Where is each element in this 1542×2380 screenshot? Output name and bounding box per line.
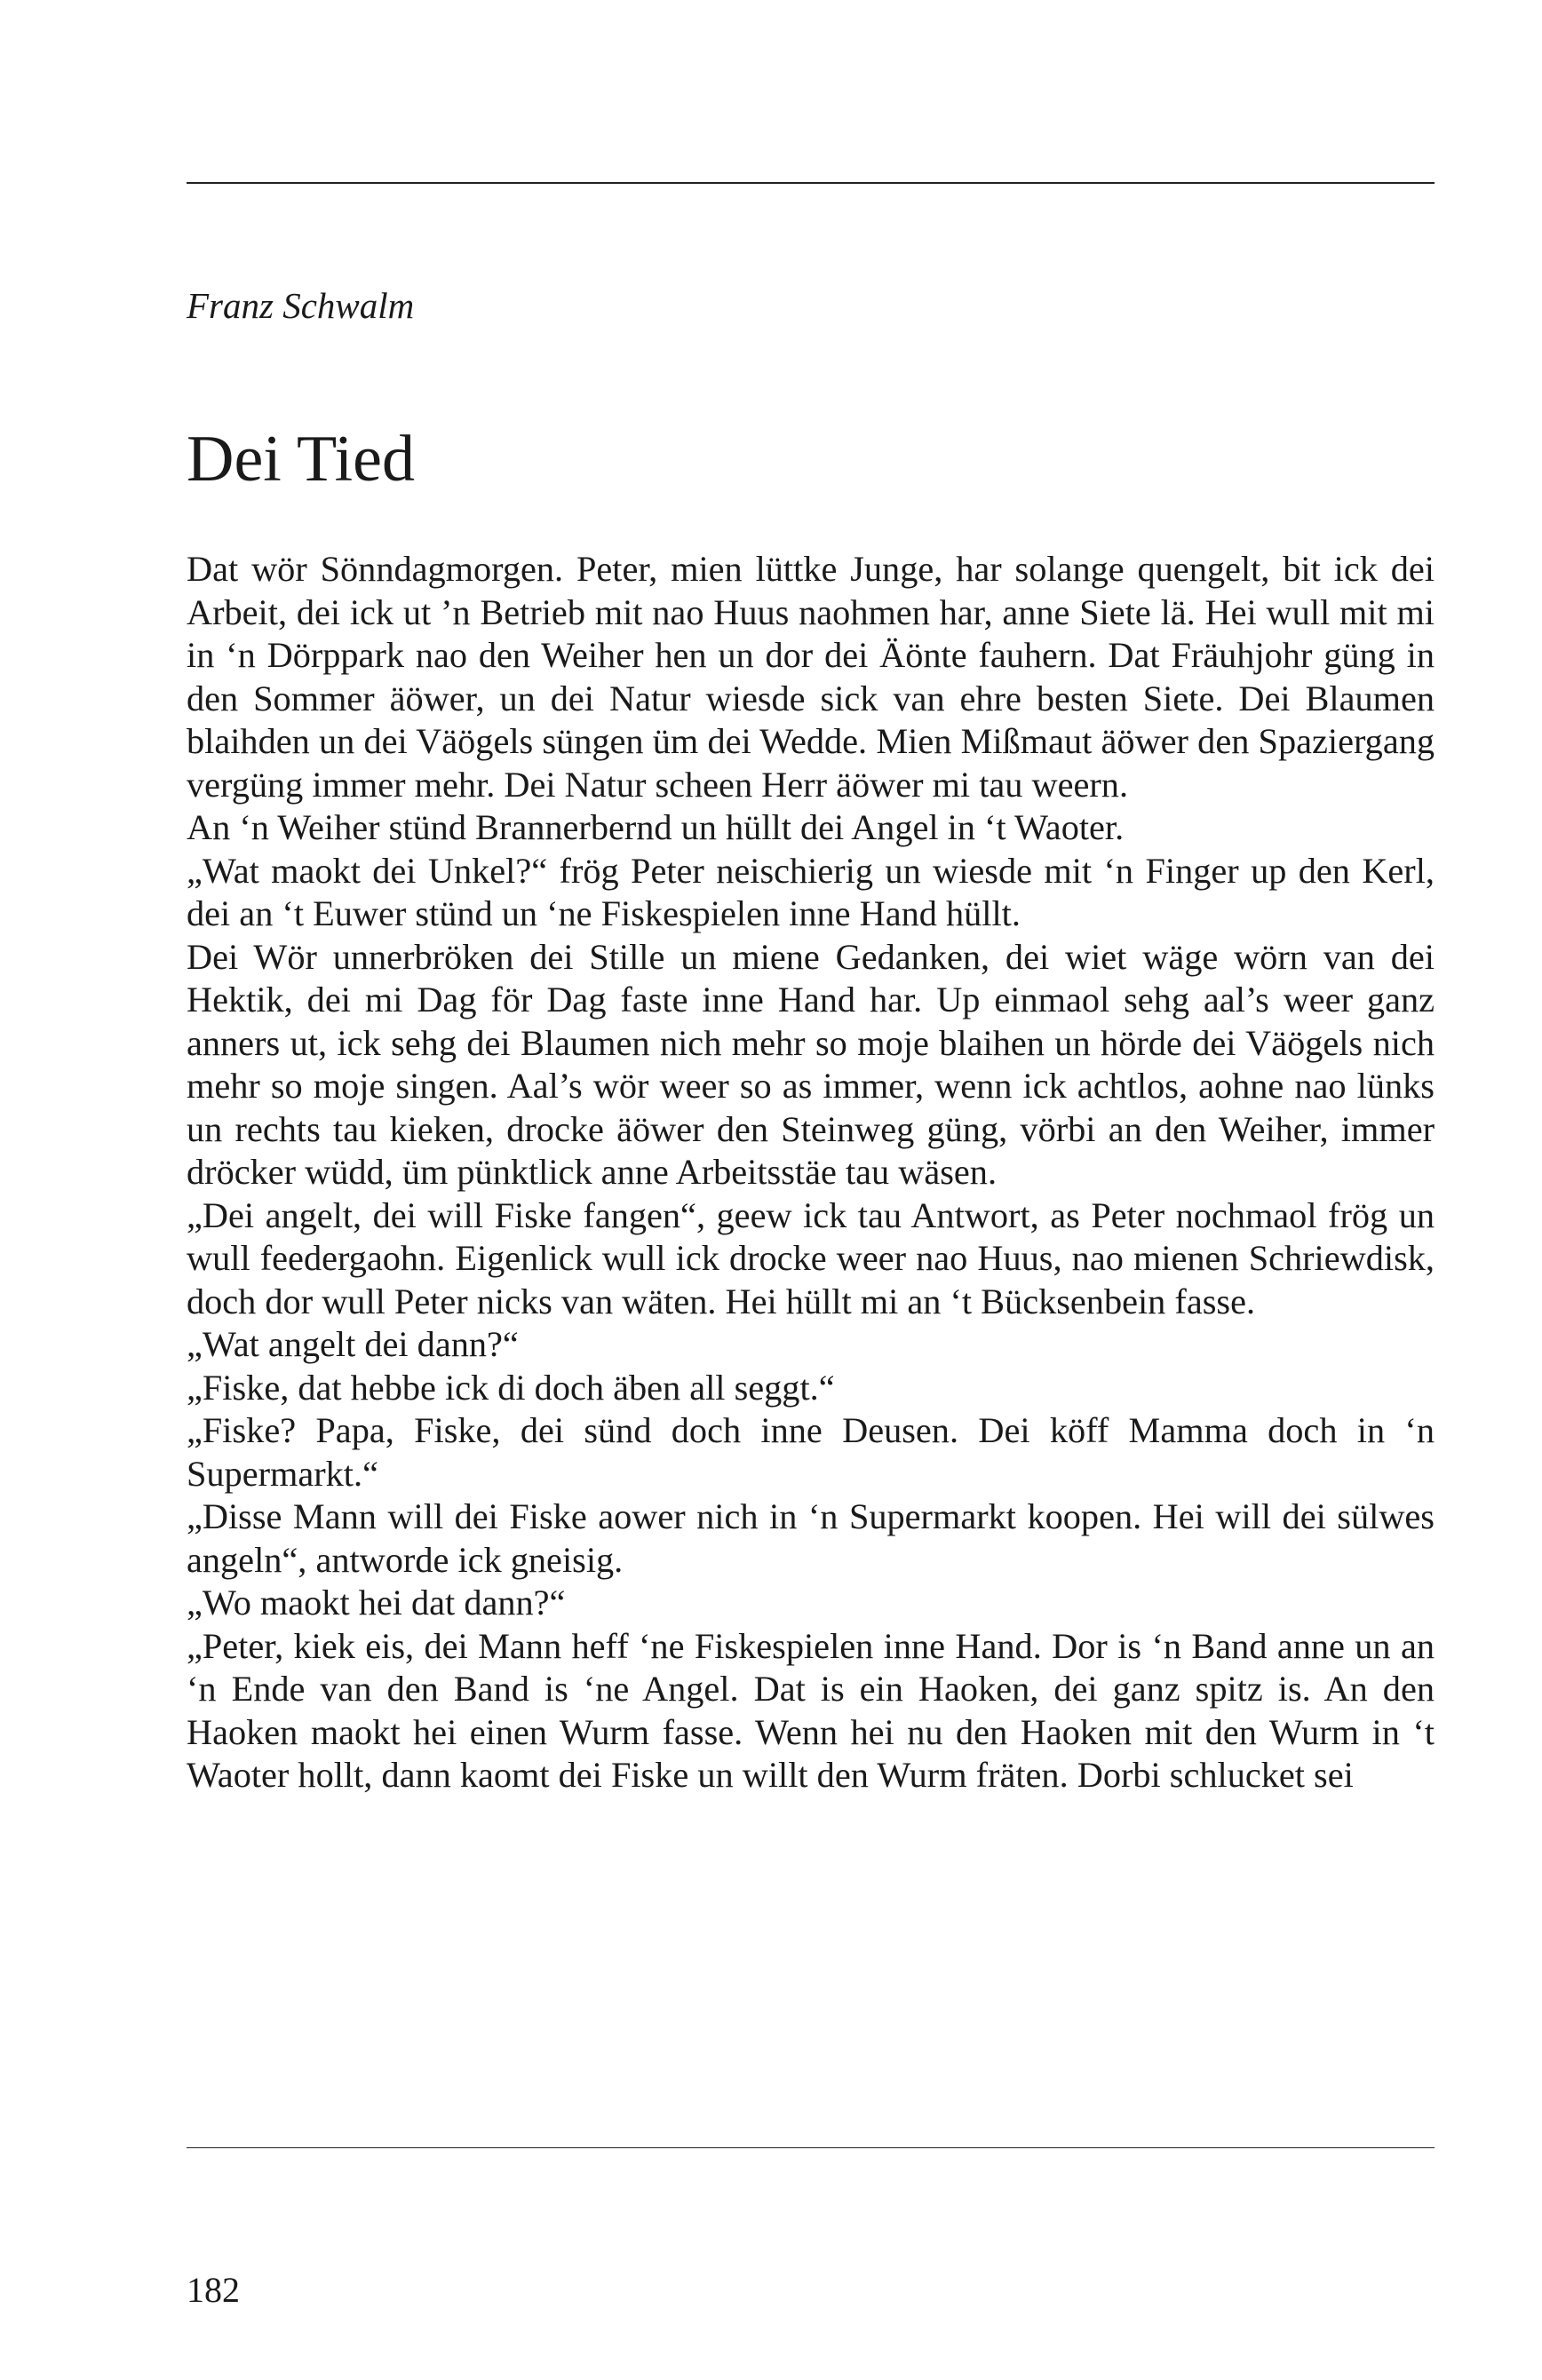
paragraph: „Wat maokt dei Unkel?“ frög Peter neischierig un wiesde mit ‘n Finger up den Kerl, dei an ‘t Euwer stünd un ‘ne Fiskespielen inne Hand hüllt. (187, 850, 1435, 933)
page-number: 182 (187, 2270, 240, 2310)
paragraph: Dei Wör unnerbröken dei Stille un miene Gedanken, dei wiet wäge wörn van dei Hektik, dei mi Dag för Dag faste inne Hand har. Up einmaol sehg aal’s weer ganz anners ut, ick sehg dei Blaumen nich mehr so moje blaihen un hörde dei Väögels nich mehr so moje singen. Aal’s wör weer so as immer, wenn ick achtlos, aohne nao lünks un rechts tau kieken, drocke äöwer den Steinweg güng, vörbi an den Weiher, immer dröcker wüdd, üm pünktlick anne Arbeitsstäe tau wäsen. (187, 936, 1435, 1192)
paragraph: „Wat angelt dei dann?“ (187, 1324, 519, 1364)
paragraph: „Fiske? Papa, Fiske, dei sünd doch inne Deusen. Dei köff Mamma doch in ‘n Supermarkt.“ (187, 1410, 1435, 1494)
author-name: Franz Schwalm (187, 285, 415, 326)
story-title: Dei Tied (187, 423, 416, 496)
footer-rule (187, 2147, 1435, 2148)
header-rule (187, 182, 1435, 184)
paragraph: „Disse Mann will dei Fiske aower nich in ‘n Supermarkt koopen. Hei will dei sülwes angeln“, antworde ick gneisig. (187, 1496, 1435, 1580)
paragraph: „Dei angelt, dei will Fiske fangen“, geew ick tau Antwort, as Peter nochmaol frög un wull feedergaohn. Eigenlick wull ick drocke weer nao Huus, nao mienen Schriewdisk, doch dor wull Peter nicks van wäten. Hei hüllt mi an ‘t Bücksenbein fasse. (187, 1194, 1435, 1321)
story-body (187, 548, 1435, 1797)
paragraph: An ‘n Weiher stünd Brannerbernd un hüllt dei Angel in ‘t Waoter. (187, 807, 1125, 847)
paragraph: „Fiske, dat hebbe ick di doch äben all seggt.“ (187, 1367, 835, 1408)
paragraph: „Wo maokt hei dat dann?“ (187, 1583, 566, 1622)
paragraph: Dat wör Sönndagmorgen. Peter, mien lüttke Junge, har solange quengelt, bit ick dei Arbeit, dei ick ut ’n Betrieb mit nao Huus naohmen har, anne Siete lä. Hei wull mit mi in ‘n Dörppark nao den Weiher hen un dor dei Äönte fauhern. Dat Fräuhjohr güng in den Sommer äöwer, un dei Natur wiesde sick van ehre besten Siete. Dei Blaumen blaihden un dei Väögels süngen üm dei Wedde. Mien Mißmaut äöwer den Spaziergang vergüng immer mehr. Dei Natur scheen Herr äöwer mi tau weern. (187, 549, 1435, 805)
paragraph: „Peter, kiek eis, dei Mann heff ‘ne Fiskespielen inne Hand. Dor is ‘n Band anne un an ‘n Ende van den Band is ‘ne Angel. Dat is ein Haoken, dei ganz spitz is. An den Haoken maokt hei einen Wurm fasse. Wenn hei nu den Haoken mit den Wurm in ‘t Waoter hollt, dann kaomt dei Fiske un willt den Wurm fräten. Dorbi schlucket sei (187, 1625, 1435, 1795)
